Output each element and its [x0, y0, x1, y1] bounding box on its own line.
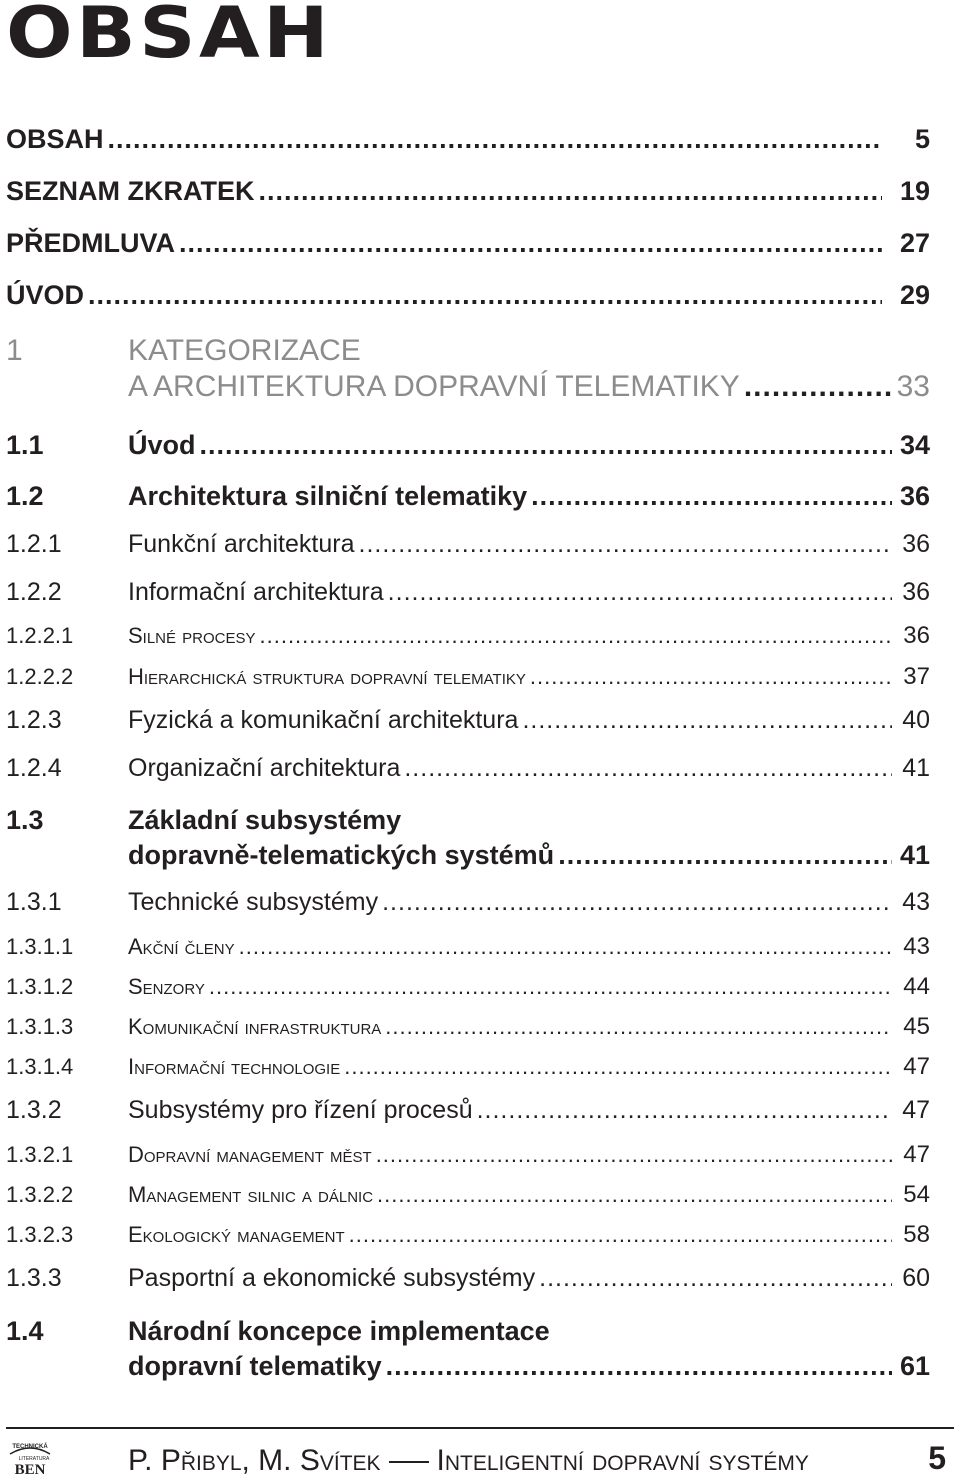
toc-entry[interactable]: [6, 578, 930, 607]
toc-label: Informační technologie: [128, 1054, 341, 1079]
toc-leader: [349, 1222, 892, 1248]
logo-side-text: LITERATURA: [18, 1456, 50, 1462]
toc-number: 1.3.3: [6, 1264, 62, 1292]
toc-leader: [386, 1351, 892, 1382]
toc-entry[interactable]: [6, 973, 930, 1001]
publisher-logo: [6, 1436, 54, 1476]
toc-page: 58: [903, 1221, 930, 1248]
toc-page: 33: [896, 370, 930, 403]
toc-entry[interactable]: [6, 805, 930, 871]
toc-label: dopravní telematiky: [128, 1351, 382, 1381]
toc-label: Senzory: [128, 974, 205, 999]
toc-page: 45: [903, 1013, 930, 1040]
toc-leader: [108, 124, 882, 155]
page-title: OBSAH: [6, 0, 332, 74]
toc-number: 1.3.1.1: [6, 934, 74, 959]
toc-page: 47: [903, 1141, 930, 1168]
toc-leader: [344, 1054, 892, 1080]
toc-label: ÚVOD: [6, 280, 85, 310]
toc-entry[interactable]: [6, 1013, 930, 1041]
toc-label: dopravně-telematických systémů: [128, 840, 555, 870]
toc-entry[interactable]: [6, 176, 930, 207]
toc-label: Architektura silniční telematiky: [128, 481, 528, 511]
toc-leader: [179, 228, 882, 259]
toc-page: 41: [899, 840, 930, 870]
toc-entry-chapter[interactable]: [6, 334, 930, 404]
toc-label: Management silnic a dálnic: [128, 1182, 374, 1207]
toc-label: Dopravní management měst: [128, 1142, 372, 1167]
toc-label: Pasportní a ekonomické subsystémy: [128, 1264, 536, 1292]
toc-page: 19: [899, 176, 930, 206]
toc-number: 1.3.1.2: [6, 974, 74, 999]
toc-label: A ARCHITEKTURA DOPRAVNÍ TELEMATIKY: [128, 370, 740, 403]
toc-number: 1.3.2.2: [6, 1182, 74, 1207]
toc-label: PŘEDMLUVA: [6, 228, 176, 258]
toc-label: Organizační architektura: [128, 754, 401, 782]
toc-number: 1.2.1: [6, 530, 62, 558]
toc-label: Funkční architektura: [128, 530, 355, 558]
toc-number: 1.2.2: [6, 578, 62, 606]
footer-dash: [389, 1461, 429, 1463]
footer-rule: [6, 1427, 954, 1429]
toc-page: 36: [903, 622, 930, 649]
toc-leader: [531, 481, 892, 512]
toc-page: 44: [903, 973, 930, 1000]
toc-label: Subsystémy pro řízení procesů: [128, 1096, 473, 1124]
toc-page: 29: [899, 280, 930, 310]
toc-entry[interactable]: [6, 888, 930, 917]
logo-main-text: BEN: [14, 1462, 46, 1476]
toc-label: Informační architektura: [128, 578, 384, 606]
toc-page: 43: [902, 888, 930, 916]
toc-entry[interactable]: [6, 280, 930, 311]
toc-number: 1.3.1.4: [6, 1054, 74, 1079]
toc-number: 1.2.2.2: [6, 664, 74, 689]
footer-book-title: Inteligentní dopravní systémy: [436, 1444, 809, 1477]
toc-number: 1.2.3: [6, 706, 62, 734]
toc-leader: [388, 578, 892, 607]
toc-leader: [88, 280, 882, 311]
toc-page: 27: [899, 228, 930, 258]
toc-leader: [258, 176, 882, 207]
toc-leader: [522, 706, 892, 735]
footer-page-number: 5: [928, 1440, 946, 1476]
toc-label: Úvod: [128, 430, 196, 460]
toc-label: Hierarchická struktura dopravní telematiky: [128, 664, 526, 689]
toc-leader: [200, 430, 893, 461]
toc-number: 1.3.2: [6, 1096, 62, 1124]
toc-entry[interactable]: [6, 1096, 930, 1125]
toc-entry[interactable]: [6, 663, 930, 691]
toc-entry[interactable]: [6, 754, 930, 783]
toc-page: 36: [902, 530, 930, 558]
toc-number: 1.2.4: [6, 754, 62, 782]
toc-number: 1.3: [6, 805, 44, 835]
toc-leader: [209, 974, 892, 1000]
toc-label: KATEGORIZACE: [128, 334, 361, 367]
toc-label: SEZNAM ZKRATEK: [6, 176, 255, 206]
toc-leader: [558, 840, 892, 871]
toc-entry[interactable]: [6, 1316, 930, 1382]
toc-label: Komunikační infrastruktura: [128, 1014, 382, 1039]
toc-leader: [260, 623, 893, 649]
toc-entry[interactable]: [6, 933, 930, 961]
toc-page: 47: [902, 1096, 930, 1124]
toc-page: 36: [902, 578, 930, 606]
toc-entry[interactable]: [6, 1264, 930, 1293]
toc-leader: [359, 530, 893, 559]
toc-label: Ekologický management: [128, 1222, 345, 1247]
toc-label: Základní subsystémy: [128, 805, 402, 835]
toc-label: Národní koncepce implementace: [128, 1316, 550, 1346]
toc-page: 43: [903, 933, 930, 960]
toc-leader: [382, 888, 892, 917]
toc-label: Akční členy: [128, 934, 235, 959]
toc-page: 60: [902, 1264, 930, 1292]
toc-entry[interactable]: [6, 622, 930, 650]
toc-entry[interactable]: [6, 530, 930, 559]
footer-citation: [128, 1444, 809, 1478]
toc-leader: [404, 754, 892, 783]
toc-page: 34: [899, 430, 930, 460]
toc-leader: [744, 370, 892, 404]
toc-page: 36: [899, 481, 930, 511]
toc-label: OBSAH: [6, 124, 104, 154]
toc-leader: [239, 934, 892, 960]
toc-leader: [385, 1014, 892, 1040]
toc-entry[interactable]: [6, 481, 930, 512]
toc-number: 1: [6, 334, 23, 367]
toc-page: 40: [902, 706, 930, 734]
toc-entry[interactable]: [6, 706, 930, 735]
toc-leader: [477, 1096, 892, 1125]
toc-leader: [530, 664, 892, 690]
toc-label: Fyzická a komunikační architektura: [128, 706, 519, 734]
toc-leader: [376, 1142, 892, 1168]
toc-page: 37: [903, 663, 930, 690]
toc-entry[interactable]: [6, 1181, 930, 1209]
toc-number: 1.4: [6, 1316, 44, 1346]
toc-label: Technické subsystémy: [128, 888, 379, 916]
toc-entry[interactable]: [6, 124, 930, 155]
toc-page: 61: [899, 1351, 930, 1381]
toc-number: 1.3.2.3: [6, 1222, 74, 1247]
toc-page: 47: [903, 1053, 930, 1080]
toc-page: 41: [902, 754, 930, 782]
toc-number: 1.3.1.3: [6, 1014, 74, 1039]
toc-entry[interactable]: [6, 1053, 930, 1081]
toc-number: 1.1: [6, 430, 44, 460]
toc-label: Silné procesy: [128, 623, 256, 648]
logo-top-text: TECHNICKÁ: [12, 1444, 48, 1450]
toc-number: 1.3.2.1: [6, 1142, 74, 1167]
toc-entry[interactable]: [6, 1141, 930, 1169]
toc-number: 1.2.2.1: [6, 623, 74, 648]
toc-leader: [377, 1182, 892, 1208]
toc-entry[interactable]: [6, 430, 930, 461]
toc-number: 1.3.1: [6, 888, 62, 916]
footer-authors: P. Přibyl, M. Svítek: [128, 1444, 381, 1477]
toc-number: 1.2: [6, 481, 44, 511]
toc-page: 5: [914, 124, 930, 154]
toc-page: 54: [903, 1181, 930, 1208]
toc-leader: [539, 1264, 892, 1293]
toc-entry[interactable]: [6, 1221, 930, 1249]
toc-entry[interactable]: [6, 228, 930, 259]
